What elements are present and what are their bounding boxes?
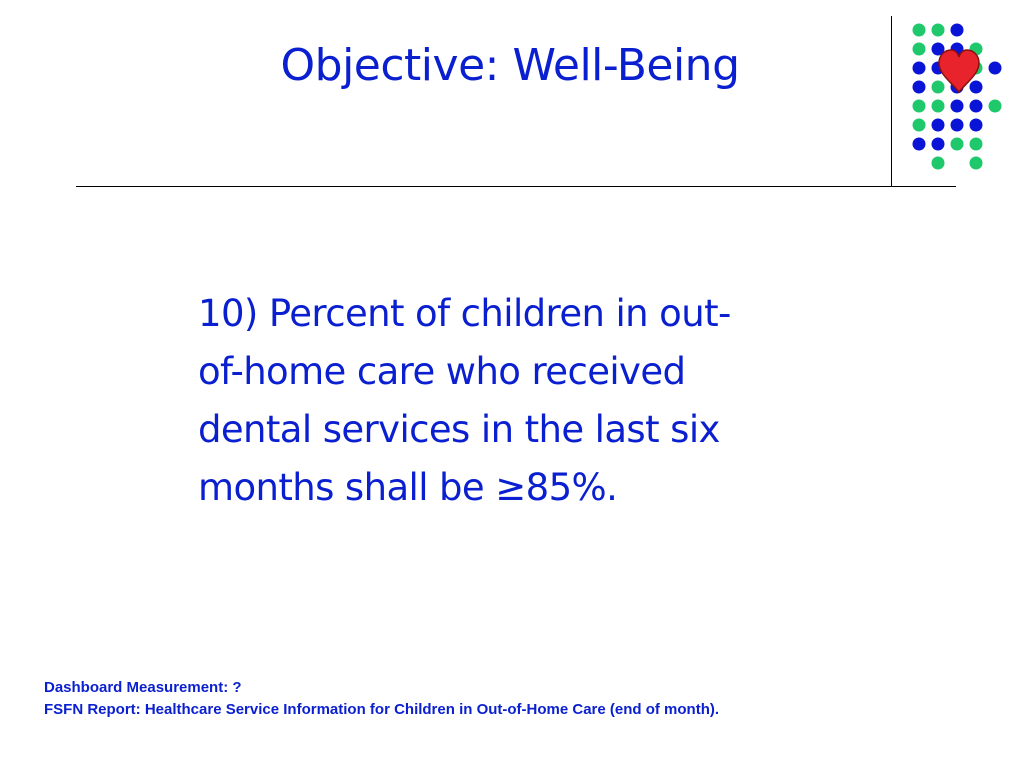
logo-dot — [932, 119, 945, 132]
logo-dot — [932, 100, 945, 113]
statement-line: dental services in the last six — [198, 408, 720, 451]
slide-title: Objective: Well-Being — [280, 40, 740, 91]
statement-line: months shall be ≥85%. — [198, 466, 618, 509]
logo-dot — [970, 157, 983, 170]
dot-grid — [913, 24, 1002, 170]
logo-dot — [951, 119, 964, 132]
heart-dots-logo-icon — [905, 16, 1017, 176]
logo-dot — [913, 24, 926, 37]
logo-dot — [932, 81, 945, 94]
logo-dot — [932, 24, 945, 37]
statement-line: of-home care who received — [198, 350, 686, 393]
logo-dot — [913, 100, 926, 113]
vertical-divider — [891, 16, 892, 186]
logo-dot — [951, 24, 964, 37]
statement-line: 10) Percent of children in out- — [198, 292, 731, 335]
logo-dot — [932, 138, 945, 151]
logo-dot — [913, 81, 926, 94]
logo-dot — [970, 138, 983, 151]
logo-dot — [951, 138, 964, 151]
dashboard-measurement: Dashboard Measurement: ? — [44, 679, 242, 696]
logo-dot — [970, 100, 983, 113]
logo-dot — [913, 43, 926, 56]
logo-dot — [989, 100, 1002, 113]
logo-dot — [913, 138, 926, 151]
horizontal-divider — [76, 186, 956, 187]
logo-dot — [913, 119, 926, 132]
fsfn-report-note: FSFN Report: Healthcare Service Information for Children in Out-of-Home Care (end of month). — [44, 701, 720, 718]
logo-dot — [932, 157, 945, 170]
objective-statement — [198, 285, 898, 517]
logo-dot — [970, 81, 983, 94]
logo-dot — [989, 62, 1002, 75]
logo-dot — [970, 119, 983, 132]
logo-dot — [913, 62, 926, 75]
logo-dot — [951, 100, 964, 113]
footer-notes — [44, 679, 944, 718]
